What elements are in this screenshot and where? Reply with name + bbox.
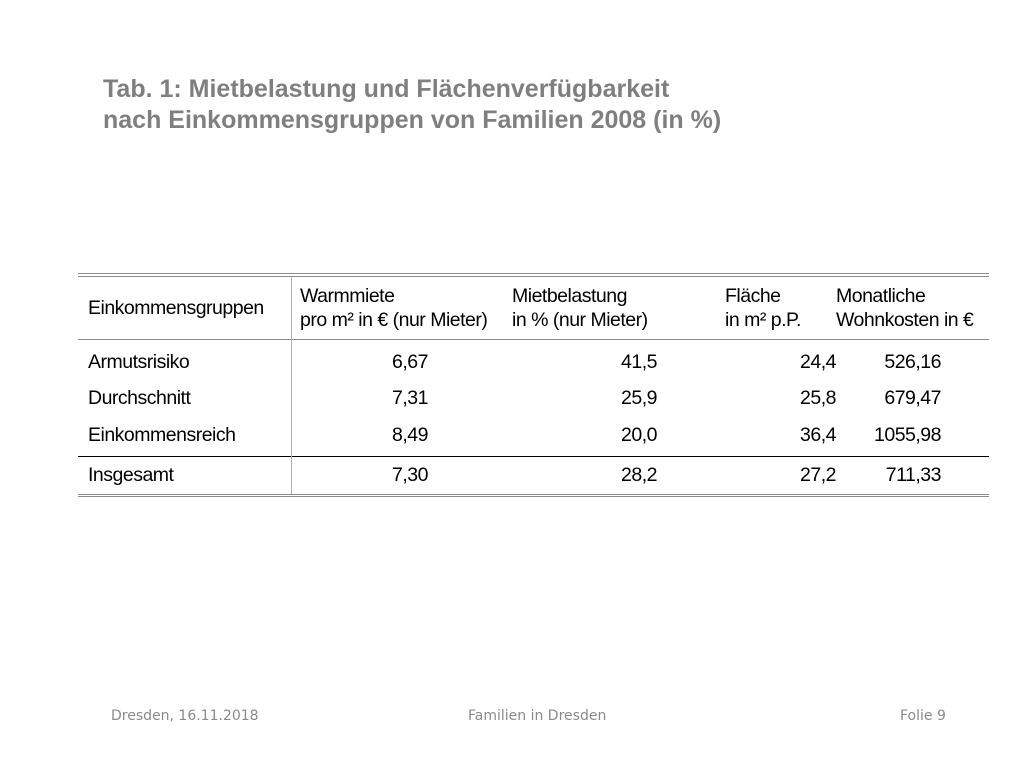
row-label: Einkommensreich — [78, 417, 292, 456]
total-warmmiete: 7,30 — [392, 463, 428, 486]
footer-slide-number: Folie 9 — [900, 708, 946, 724]
row-label: Armutsrisiko — [78, 340, 292, 381]
table-body — [78, 340, 989, 457]
cell-wohnkosten: 526,16 — [884, 350, 941, 373]
footer-presentation-title: Familien in Dresden — [468, 708, 607, 724]
cell-wohnkosten: 679,47 — [884, 387, 941, 410]
total-wohnkosten: 711,33 — [885, 463, 941, 486]
total-mietbelastung: 28,2 — [621, 463, 657, 486]
total-row — [78, 456, 989, 495]
header-warmmiete: Warmmiete pro m² in € (nur Mieter) — [300, 285, 488, 331]
cell-warmmiete: 6,67 — [392, 350, 428, 373]
table-row — [78, 340, 989, 381]
cell-warmmiete: 7,31 — [392, 387, 428, 410]
data-table-container — [78, 273, 989, 497]
table-header — [78, 275, 989, 340]
total-label: Insgesamt — [78, 456, 292, 495]
slide-title — [103, 74, 923, 136]
cell-warmmiete: 8,49 — [392, 423, 428, 446]
total-flaeche: 27,2 — [800, 463, 836, 486]
row-label: Durchschnitt — [78, 381, 292, 418]
header-row — [78, 275, 989, 340]
table-row — [78, 417, 989, 456]
header-einkommensgruppen: Einkommensgruppen — [78, 275, 292, 340]
header-wohnkosten: Monatliche Wohnkosten in € — [836, 285, 974, 331]
table-footer — [78, 456, 989, 495]
cell-flaeche: 36,4 — [800, 423, 836, 446]
cell-mietbelastung: 41,5 — [621, 350, 657, 373]
cell-mietbelastung: 20,0 — [621, 423, 657, 446]
header-flaeche: Fläche in m² p.P. — [725, 285, 801, 331]
data-table — [78, 273, 989, 497]
header-mietbelastung: Mietbelastung in % (nur Mieter) — [512, 285, 648, 331]
title-line-1: Tab. 1: Mietbelastung und Flächenverfügbarkeit — [103, 75, 670, 103]
cell-flaeche: 25,8 — [800, 387, 836, 410]
footer-date: Dresden, 16.11.2018 — [111, 708, 259, 724]
table-row — [78, 381, 989, 418]
cell-wohnkosten: 1055,98 — [874, 423, 941, 446]
cell-flaeche: 24,4 — [800, 350, 836, 373]
cell-mietbelastung: 25,9 — [621, 387, 657, 410]
title-line-2: nach Einkommensgruppen von Familien 2008 (in %) — [103, 106, 722, 134]
